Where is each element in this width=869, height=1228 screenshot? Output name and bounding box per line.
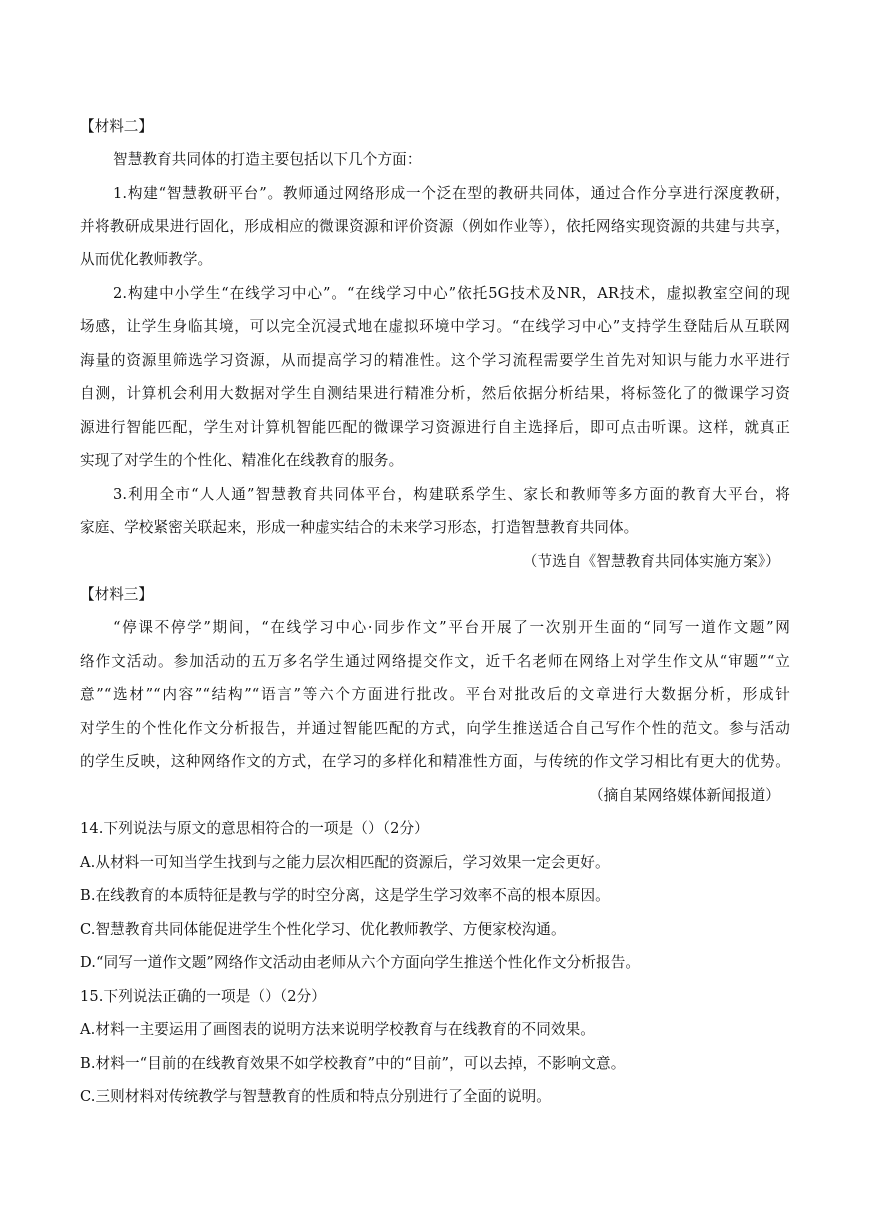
material2-heading: 【材料二】 [80,118,153,135]
material2-paragraph-line: 3.利用全市“人人通”智慧教育共同体平台，构建联系学生、家长和教师等多方面的教育大平台，将 [113,486,790,503]
material3-paragraph-line: 的学生反映，这种网络作文的方式，在学习的多样化和精准性方面，与传统的作文学习相比有更大的优势。 [80,753,790,770]
material3-paragraph-line: 对学生的个性化作文分析报告，并通过智能匹配的方式，向学生推送适合自己写作个性的范文。参与活动 [80,720,790,737]
material2-paragraph-line: 自测，计算机会利用大数据对学生自测结果进行精准分析，然后依据分析结果，将标签化了的微课学习资 [80,385,790,402]
question-14-stem: 14.下列说法与原文的意思相符合的一项是（）（2分） [80,820,429,837]
material3-paragraph-line: “停课不停学”期间，“在线学习中心·同步作文”平台开展了一次别开生面的“同写一道作文题”网 [113,619,790,636]
question-15-option-b: B.材料一“目前的在线教育效果不如学校教育”中的“目前”，可以去掉，不影响文意。 [80,1055,626,1072]
question-14-option-a: A.从材料一可知当学生找到与之能力层次相匹配的资源后，学习效果一定会更好。 [80,854,610,871]
material3-paragraph-line: 络作文活动。参加活动的五万多名学生通过网络提交作文，近千名老师在网络上对学生作文从“审题”“立 [80,653,790,670]
question-15-option-a: A.材料一主要运用了画图表的说明方法来说明学校教育与在线教育的不同效果。 [80,1021,595,1038]
question-14-option-c: C.智慧教育共同体能促进学生个性化学习、优化教师教学、方便家校沟通。 [80,921,566,938]
material2-paragraph-line: 1.构建“智慧教研平台”。教师通过网络形成一个泛在型的教研共同体，通过合作分享进行深度教研， [113,185,790,202]
material2-paragraph-line: 从而优化教师教学。 [80,251,213,268]
material2-paragraph-line: 并将教研成果进行固化，形成相应的微课资源和评价资源（例如作业等），依托网络实现资源的共建与共享， [80,218,790,235]
material2-paragraph-line: 智慧教育共同体的打造主要包括以下几个方面： [113,151,422,168]
material2-paragraph-line: 源进行智能匹配，学生对计算机智能匹配的微课学习资源进行自主选择后，即可点击听课。这样，就真正 [80,419,790,436]
material3-source: （摘自某网络媒体新闻报道） [588,787,780,804]
question-15-option-c: C.三则材料对传统教学与智慧教育的性质和特点分别进行了全面的说明。 [80,1088,551,1105]
material2-paragraph-line: 场感，让学生身临其境，可以完全沉浸式地在虚拟环境中学习。“在线学习中心”支持学生登陆后从互联网 [80,318,790,335]
material2-paragraph-line: 实现了对学生的个性化、精准化在线教育的服务。 [80,452,404,469]
question-14-option-b: B.在线教育的本质特征是教与学的时空分离，这是学生学习效率不高的根本原因。 [80,887,610,904]
material2-paragraph-line: 海量的资源里筛选学习资源，从而提高学习的精准性。这个学习流程需要学生首先对知识与能力水平进行 [80,352,790,369]
material2-paragraph-line: 家庭、学校紧密关联起来，形成一种虚实结合的未来学习形态，打造智慧教育共同体。 [80,519,639,536]
material3-paragraph-line: 意”“选材”“内容”“结构”“语言”等六个方面进行批改。平台对批改后的文章进行大数据分析，形成针 [80,686,790,703]
material2-source: （节选自《智慧教育共同体实施方案》） [522,553,780,570]
material2-paragraph-line: 2.构建中小学生“在线学习中心”。“在线学习中心”依托5G技术及NR，AR技术，虚拟教室空间的现 [113,285,790,302]
question-15-stem: 15.下列说法正确的一项是（）（2分） [80,988,327,1005]
material3-heading: 【材料三】 [80,586,153,603]
question-14-option-d: D.“同写一道作文题”网络作文活动由老师从六个方面向学生推送个性化作文分析报告。 [80,954,641,971]
